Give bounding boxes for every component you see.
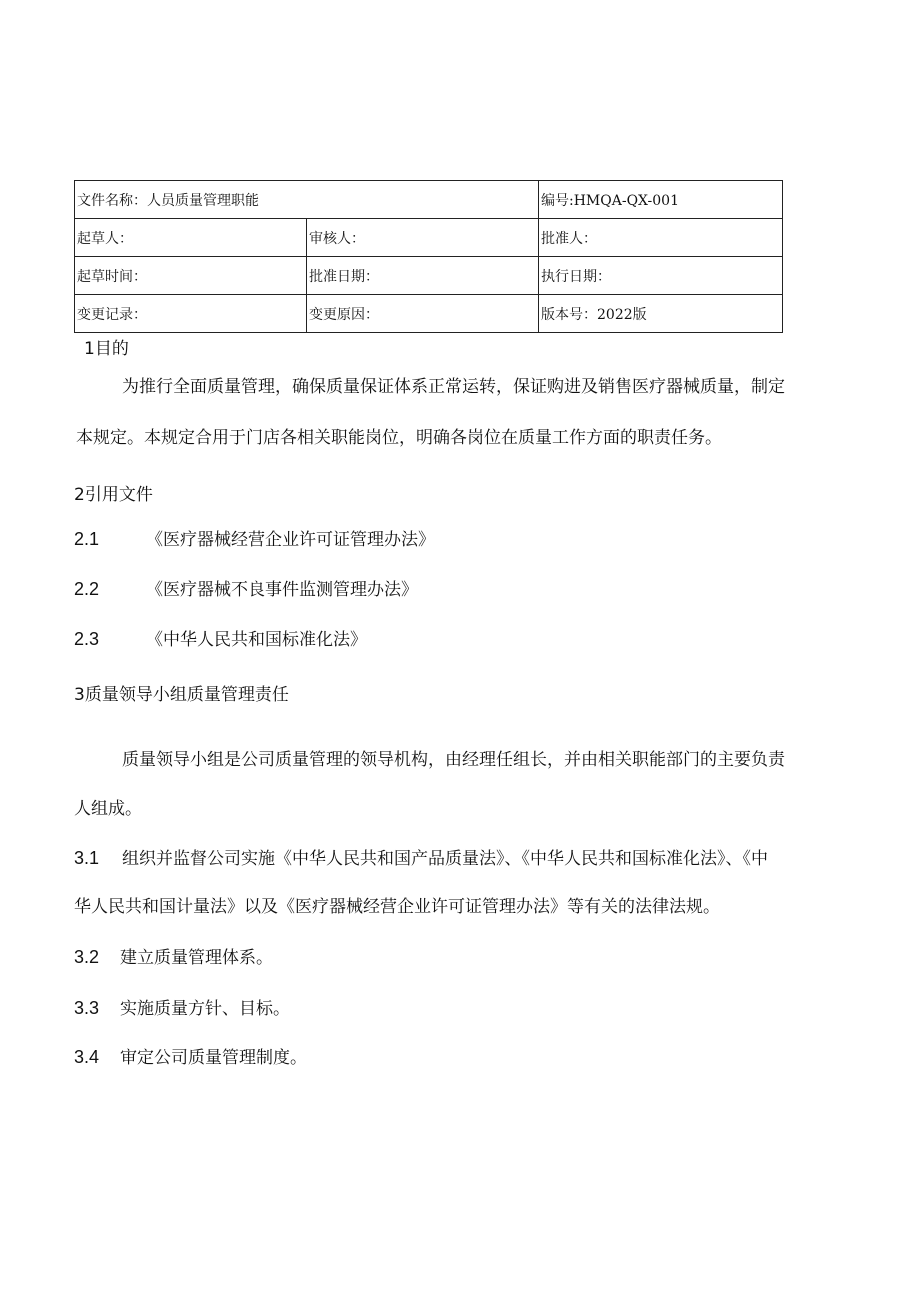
item-text: 《中华人民共和国标准化法》 — [146, 630, 367, 650]
item-text: 组织并监督公司实施《中华人民共和国产品质量法》、《中华人民共和国标准化法》、《中 — [122, 849, 768, 869]
item-number: 3.1 — [74, 848, 100, 868]
list-item — [74, 628, 367, 651]
list-item — [74, 528, 435, 551]
file-name-cell: 文件名称：人员质量管理职能 — [75, 181, 539, 219]
document-info-table — [74, 180, 783, 333]
section-1-paragraph-line-1: 为推行全面质量管理，确保质量保证体系正常运转，保证购进及销售医疗器械质量，制定 — [122, 377, 785, 397]
item-text: 审定公司质量管理制度。 — [120, 1048, 307, 1068]
list-item — [74, 847, 768, 870]
section-3-heading: 3质量领导小组质量管理责任 — [74, 685, 289, 705]
list-item — [74, 578, 418, 601]
drafter-cell: 起草人： — [75, 219, 307, 257]
list-item — [74, 1046, 307, 1069]
list-item — [74, 997, 290, 1020]
section-3-paragraph-line-1: 质量领导小组是公司质量管理的领导机构，由经理任组长，并由相关职能部门的主要负责 — [122, 750, 785, 770]
change-reason-cell: 变更原因： — [307, 295, 539, 333]
section-1-heading: 1目的 — [84, 339, 129, 359]
item-text: 《医疗器械经营企业许可证管理办法》 — [146, 530, 435, 550]
item-number: 2.3 — [74, 629, 100, 649]
table-row — [75, 181, 783, 219]
section-3-paragraph-line-2: 人组成。 — [74, 799, 142, 819]
item-number: 2.2 — [74, 579, 100, 599]
list-item-continuation: 华人民共和国计量法》以及《医疗器械经营企业许可证管理办法》等有关的法律法规。 — [74, 897, 720, 917]
change-record-cell: 变更记录： — [75, 295, 307, 333]
list-item — [74, 946, 273, 969]
reviewer-cell: 审核人： — [307, 219, 539, 257]
item-number: 3.2 — [74, 947, 100, 967]
approver-cell: 批准人： — [539, 219, 783, 257]
effective-date-cell: 执行日期： — [539, 257, 783, 295]
item-text: 建立质量管理体系。 — [120, 948, 273, 968]
approval-date-cell: 批准日期： — [307, 257, 539, 295]
item-number: 3.3 — [74, 998, 100, 1018]
draft-date-cell: 起草时间： — [75, 257, 307, 295]
version-cell: 版本号：2022版 — [539, 295, 783, 333]
table-row — [75, 219, 783, 257]
section-1-paragraph-line-2: 本规定。本规定合用于门店各相关职能岗位，明确各岗位在质量工作方面的职责任务。 — [76, 428, 722, 448]
item-text: 实施质量方针、目标。 — [120, 999, 290, 1019]
table-row — [75, 295, 783, 333]
section-2-heading: 2引用文件 — [74, 485, 153, 505]
table-row — [75, 257, 783, 295]
item-number: 2.1 — [74, 529, 100, 549]
doc-number-cell: 编号:HMQA-QX-001 — [539, 181, 783, 219]
item-text: 《医疗器械不良事件监测管理办法》 — [146, 580, 418, 600]
item-number: 3.4 — [74, 1047, 100, 1067]
